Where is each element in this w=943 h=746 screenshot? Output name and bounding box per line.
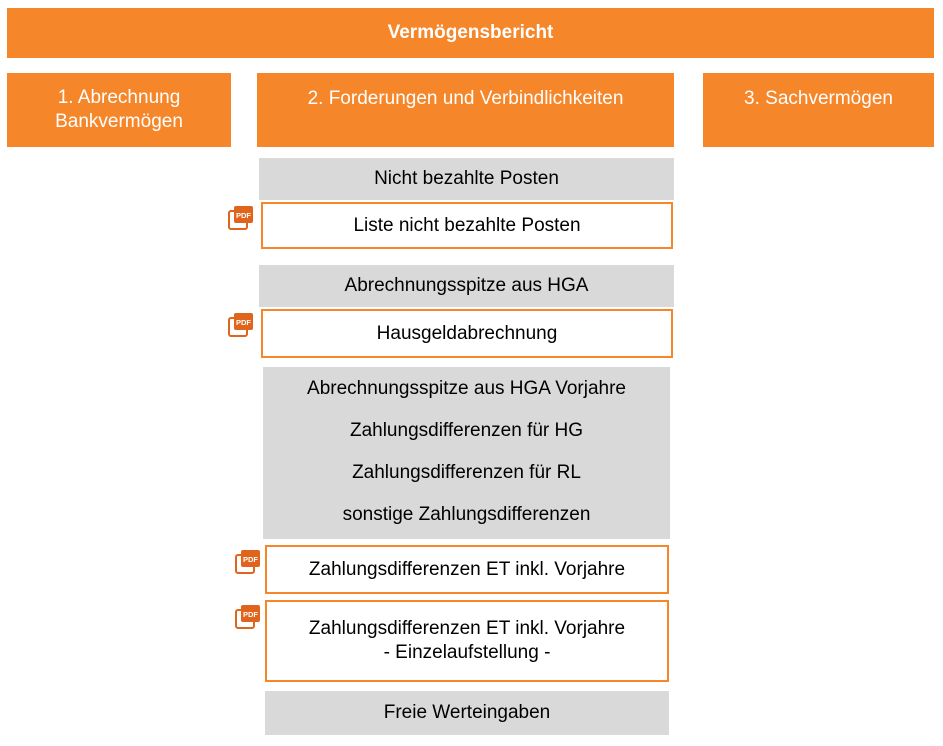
svg-text:PDF: PDF <box>243 555 258 564</box>
item-zahlungsdifferenzen-et-einzelaufstellung[interactable] <box>265 600 669 682</box>
item-einzelaufstellung-line2: - Einzelaufstellung - <box>383 642 551 663</box>
pdf-icon[interactable] <box>228 205 254 231</box>
pdf-icon[interactable] <box>235 604 261 630</box>
column-bankvermoegen-line2: Bankvermögen <box>55 111 183 132</box>
item-freie-werteingaben[interactable] <box>265 691 669 735</box>
report-title-bar <box>7 8 934 58</box>
item-abrechnungsspitze-hga[interactable] <box>259 265 674 307</box>
item-liste-nicht-bezahlte-posten[interactable] <box>261 202 673 249</box>
item-zahlungsdifferenzen-rl[interactable]: Zahlungsdifferenzen für RL <box>352 462 581 484</box>
item-hausgeldabrechnung[interactable] <box>261 309 673 358</box>
report-title: Vermögensbericht <box>387 22 554 44</box>
item-abrechnungsspitze-hga-label: Abrechnungsspitze aus HGA <box>344 275 589 297</box>
item-einzelaufstellung-line1: Zahlungsdifferenzen ET inkl. Vorjahre <box>308 618 626 640</box>
column-bankvermoegen-line1: 1. Abrechnung <box>57 87 181 109</box>
svg-text:PDF: PDF <box>243 610 258 619</box>
item-zahlungsdifferenzen-group <box>263 367 670 539</box>
item-nicht-bezahlte-posten-label: Nicht bezahlte Posten <box>374 168 559 190</box>
svg-text:PDF: PDF <box>236 318 251 327</box>
column-bankvermoegen[interactable] <box>7 73 231 147</box>
column-sachvermoegen-label: 3. Sachvermögen <box>744 88 893 109</box>
svg-text:PDF: PDF <box>236 211 251 220</box>
item-sonstige-zahlungsdifferenzen[interactable]: sonstige Zahlungsdifferenzen <box>342 504 591 526</box>
item-abrechnungsspitze-vorjahre[interactable]: Abrechnungsspitze aus HGA Vorjahre <box>307 378 626 399</box>
item-zahlungsdifferenzen-et-label: Zahlungsdifferenzen ET inkl. Vorjahre <box>308 558 626 580</box>
pdf-icon[interactable] <box>228 312 254 338</box>
column-forderungen-label: 2. Forderungen und Verbindlichkeiten <box>307 88 624 109</box>
item-zahlungsdifferenzen-hg[interactable]: Zahlungsdifferenzen für HG <box>349 420 584 442</box>
item-freie-werteingaben-label: Freie Werteingaben <box>383 702 551 724</box>
column-sachvermoegen[interactable] <box>703 73 934 147</box>
item-nicht-bezahlte-posten[interactable] <box>259 158 674 200</box>
item-zahlungsdifferenzen-et[interactable] <box>265 545 669 594</box>
item-liste-nicht-bezahlte-posten-label: Liste nicht bezahlte Posten <box>353 214 581 236</box>
column-forderungen[interactable] <box>257 73 674 147</box>
item-hausgeldabrechnung-label: Hausgeldabrechnung <box>376 322 558 344</box>
pdf-icon[interactable] <box>235 549 261 575</box>
